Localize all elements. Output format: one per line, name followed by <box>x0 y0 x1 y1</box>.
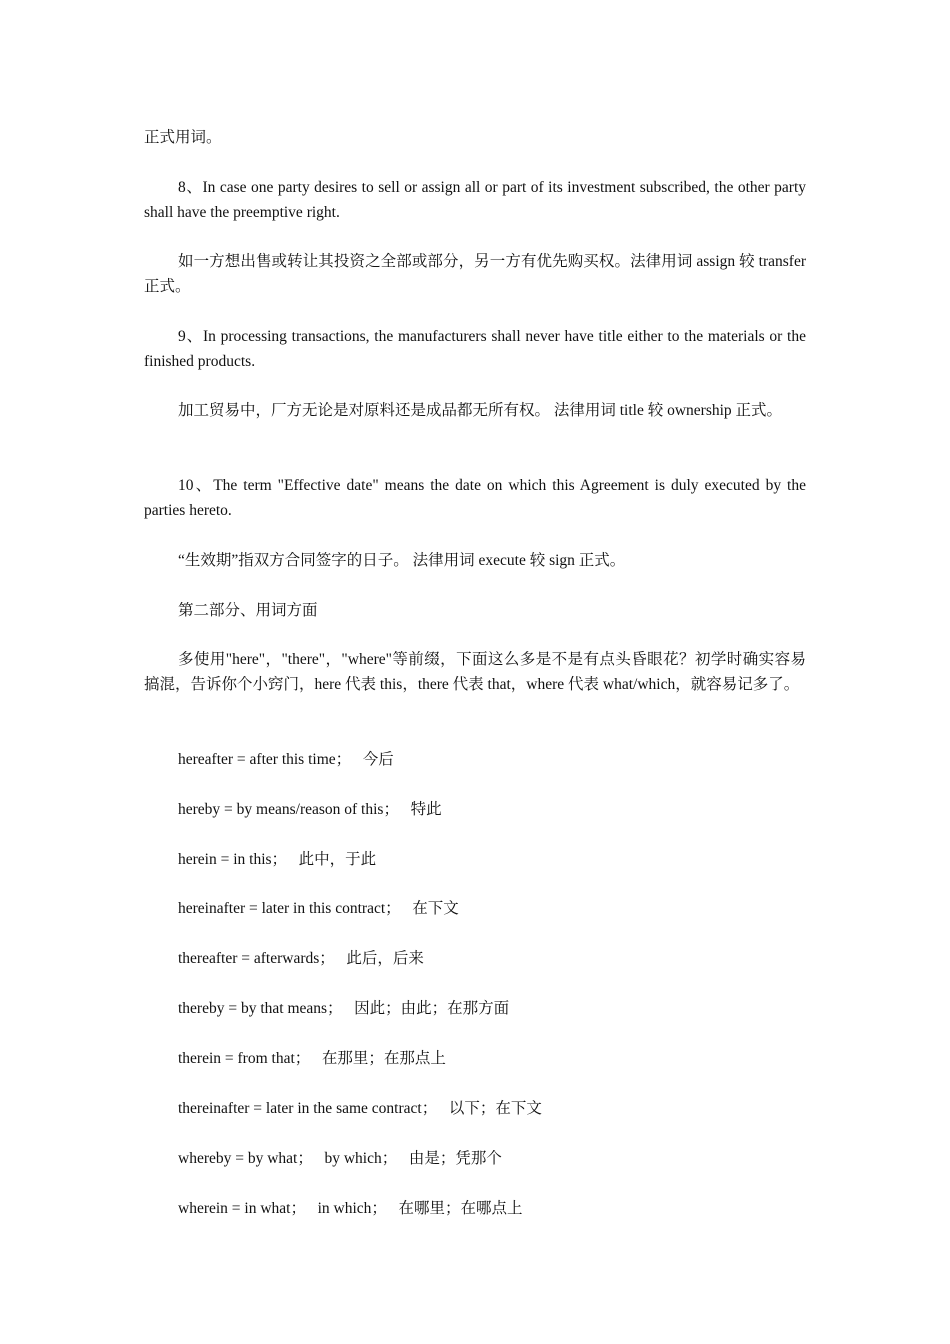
section-heading: 第二部分、用词方面 <box>178 602 318 619</box>
glossary-item-thereafter: thereafter = afterwards； 此后，后来 <box>178 950 424 967</box>
glossary-item-thereinafter: thereinafter = later in the same contract； 以下；在下文 <box>178 1100 542 1117</box>
glossary-item-wherein: wherein = in what； in which； 在哪里；在哪点上 <box>178 1200 523 1217</box>
paragraph-example-8-zh: 如一方想出售或转让其投资之全部或部分，另一方有优先购买权。法律用词 assign 较 transfer 正式。 <box>144 253 806 295</box>
glossary-item-hereafter: hereafter = after this time； 今后 <box>178 751 394 768</box>
glossary-item-therein: therein = from that； 在那里；在那点上 <box>178 1050 446 1067</box>
glossary-item-thereby: thereby = by that means； 因此；由此；在那方面 <box>178 1000 510 1017</box>
paragraph-example-9-zh: 加工贸易中，厂方无论是对原料还是成品都无所有权。 法律用词 title 较 ownership 正式。 <box>178 402 783 419</box>
glossary-item-hereinafter: hereinafter = later in this contract； 在下文 <box>178 900 459 917</box>
paragraph-example-10-en: 10、The term "Effective date" means the date on which this Agreement is duly executed by the parties hereto. <box>144 477 806 519</box>
paragraph-example-10-zh: “生效期”指双方合同签字的日子。 法律用词 execute 较 sign 正式。 <box>178 552 626 569</box>
glossary-item-hereby: hereby = by means/reason of this； 特此 <box>178 801 442 818</box>
paragraph-continuation: 正式用词。 <box>144 129 222 146</box>
paragraph-example-9-en: 9、In processing transactions, the manufacturers shall never have title either to the materials or the finished products. <box>144 328 806 370</box>
paragraph-prefix-intro: 多使用"here"，"there"，"where"等前缀，下面这么多是不是有点头昏眼花？初学时确实容易搞混，告诉你个小窍门，here 代表 this，there 代表 that，where 代表 what/which，就容易记多了。 <box>144 651 806 693</box>
glossary-item-whereby: whereby = by what； by which； 由是；凭那个 <box>178 1150 502 1167</box>
paragraph-example-8-en: 8、In case one party desires to sell or assign all or part of its investment subscribed, the other party shall have the preemptive right. <box>144 179 806 221</box>
glossary-item-herein: herein = in this； 此中，于此 <box>178 851 377 868</box>
